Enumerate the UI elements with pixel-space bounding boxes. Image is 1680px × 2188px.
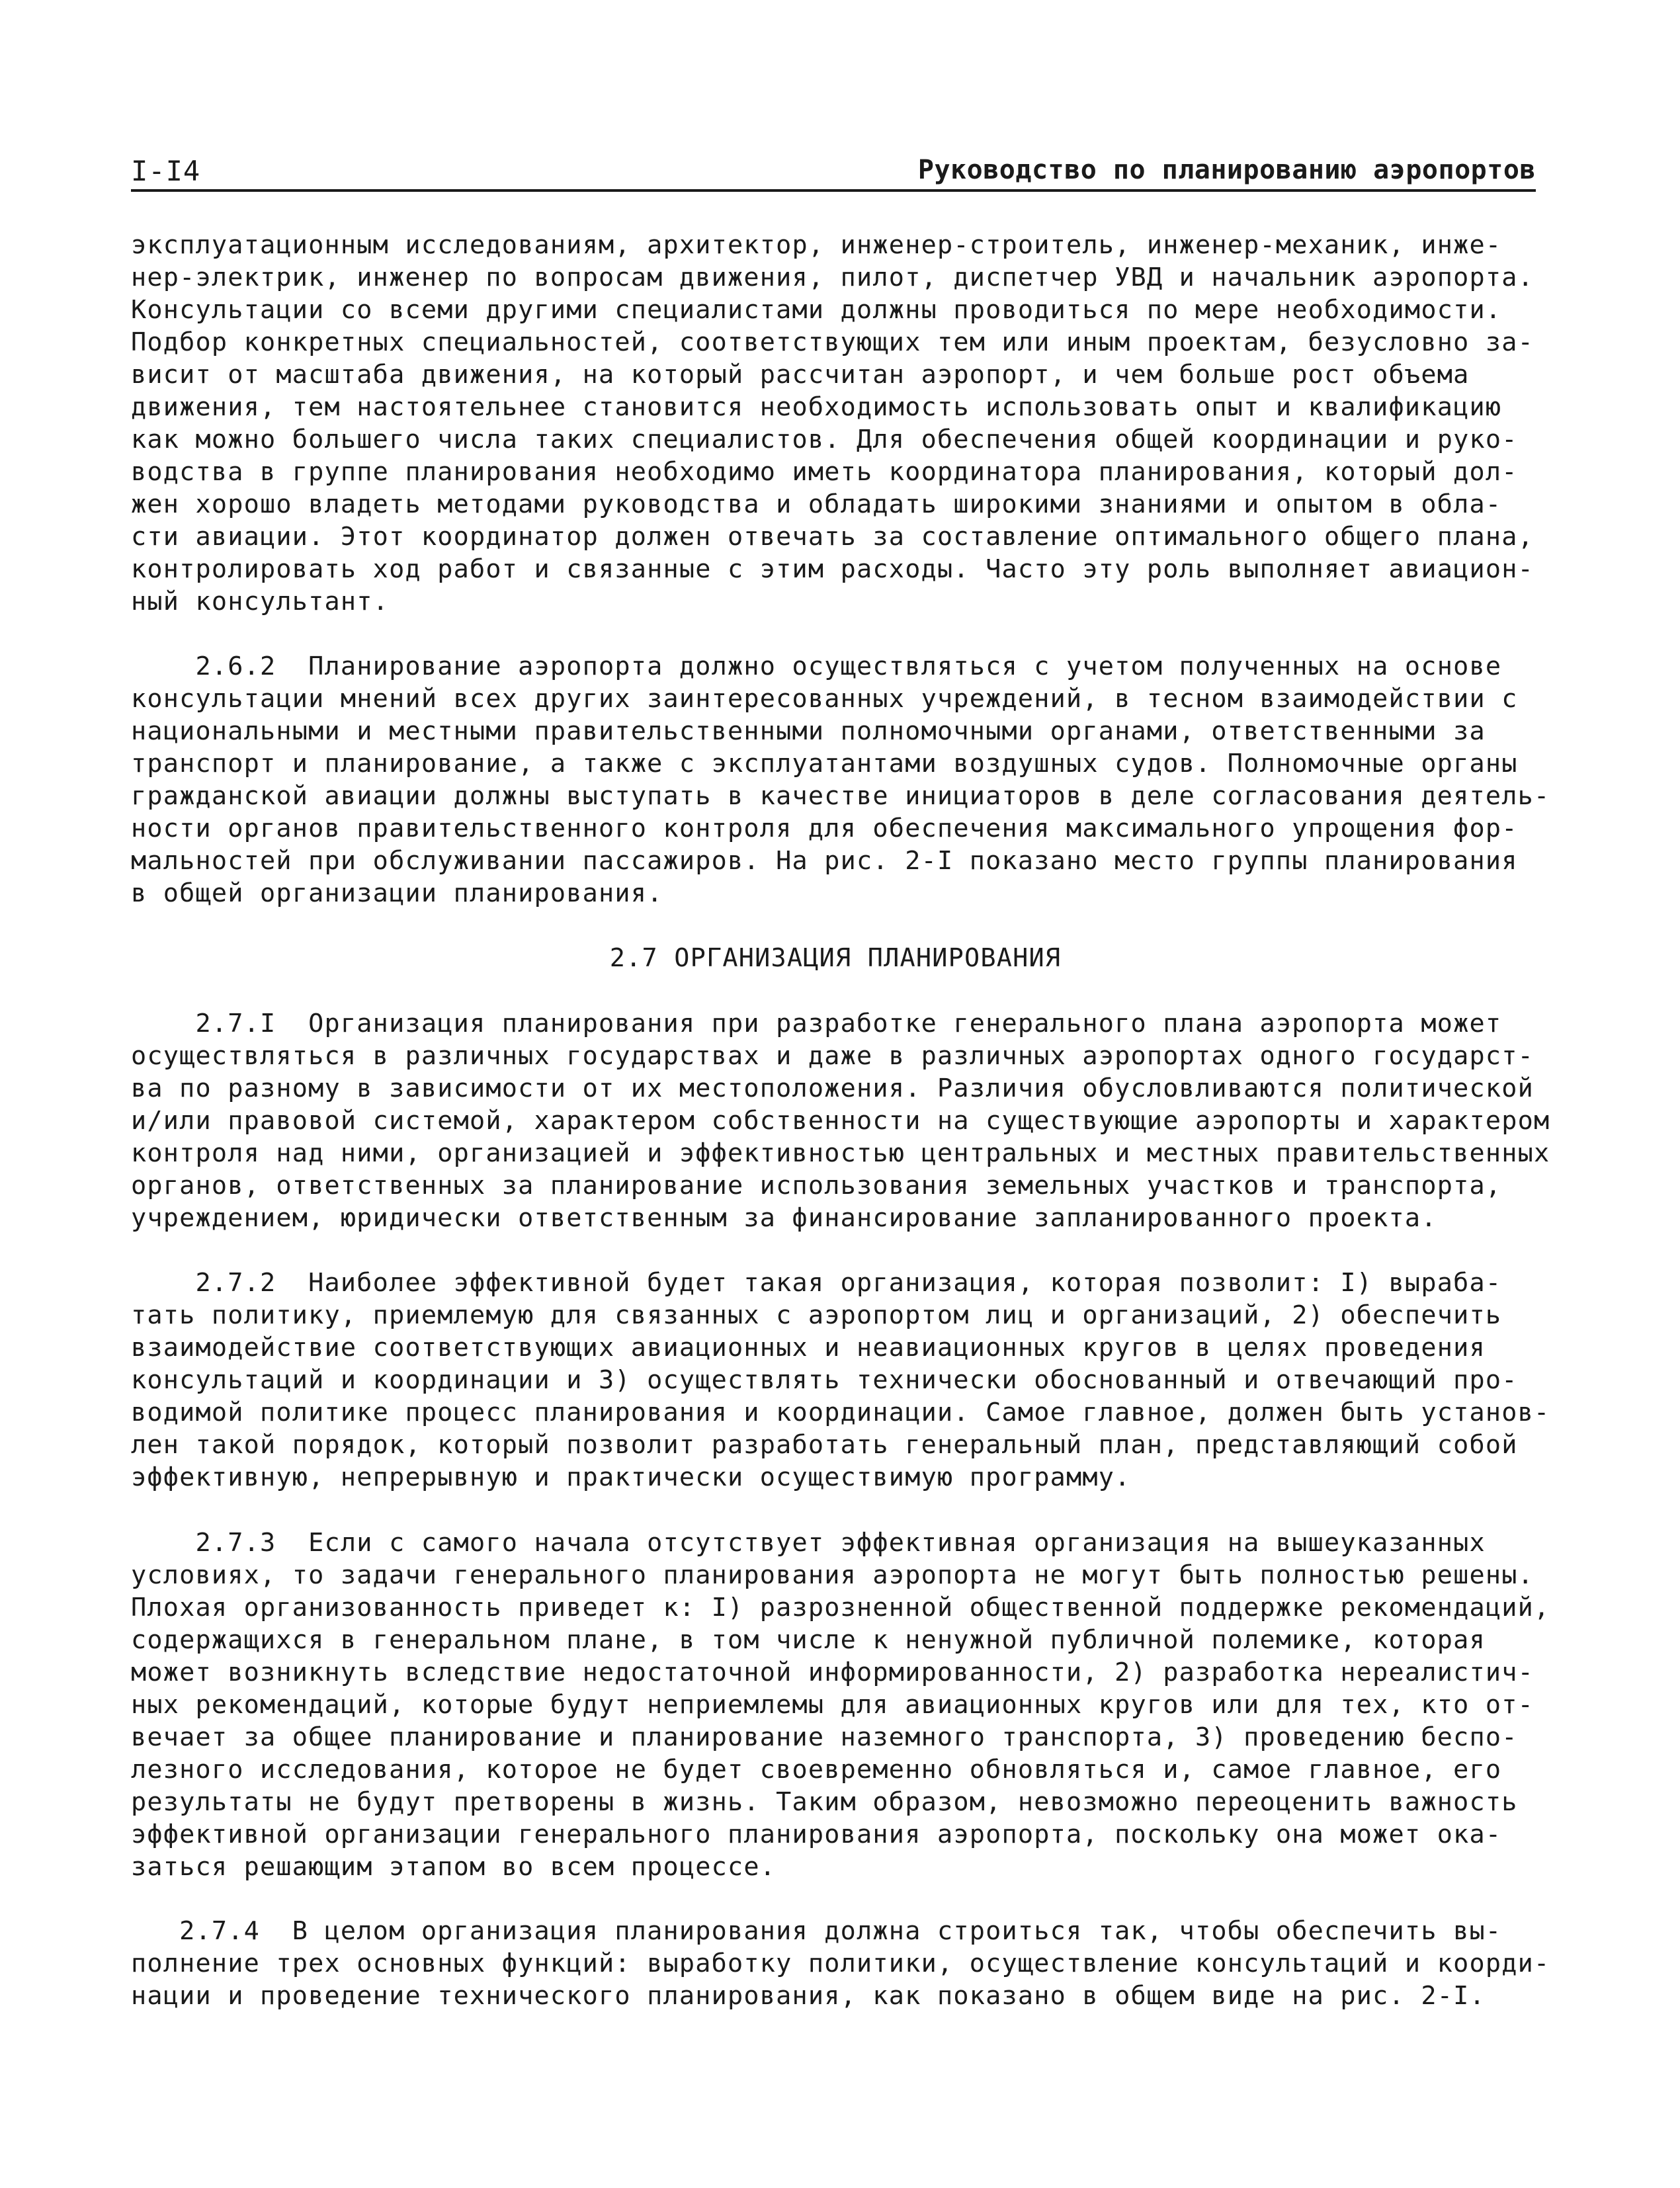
page-number: I-I4 [131,155,201,187]
paragraph-intro: эксплуатационным исследованиям, архитектор, инженер-строитель, инженер-механик, инже- нер-электрик, инженер по вопросам движения, пилот, диспетчер УВД и начальник аэропорта. Консультации со всеми другими специалистами должны проводиться по мере необходимости. Подбор конкретных специальностей, соответствующих тем или иным проектам, безусловно за- висит от масштаба движения, на который рассчитан аэропорт, и чем больше рост объема движения, тем настоятельнее становится необходимость использовать опыт и квалификацию как можно большего числа таких специалистов. Для обеспечения общей координации и руко- водства в группе планирования необходимо иметь координатора планирования, который дол- жен хорошо владеть методами руководства и обладать широкими знаниями и опытом в обла- сти авиации. Этот координатор должен отвечать за составление оптимального общего плана, контролировать ход работ и связанные с этим расходы. Часто эту роль выполняет авиацион- ный консультант. [131,230,1534,616]
paragraph-2-6-2: 2.6.2 Планирование аэропорта должно осуществляться с учетом полученных на основе консультации мнений всех других заинтересованных учреждений, в тесном взаимодействии с национальными и местными правительственными полномочными органами, ответственными за транспорт и планирование, а также с эксплуатантами воздушных судов. Полномочные органы гражданской авиации должны выступать в качестве инициаторов в деле согласования деятель- ности органов правительственного контроля для обеспечения максимального упрощения фор- мальностей при обслуживании пассажиров. На рис. 2-I показано место группы планирования в общей организации планирования. [131,652,1550,908]
paragraph-2-7-1: 2.7.I Организация планирования при разработке генерального плана аэропорта может осуществляться в различных государствах и даже в различных аэропортах одного государст- ва по разному в зависимости от их местоположения. Различия обусловливаются политической и/или правовой системой, характером собственности на существующие аэропорты и характером контроля над ними, организацией и эффективностью центральных и местных правительственных органов, ответственных за планирование использования земельных участков и транспорта, учреждением, юридически ответственным за финансирование запланированного проекта. [131,1009,1550,1233]
paragraph-2-7-3: 2.7.3 Если с самого начала отсутствует эффективная организация на вышеуказанных условиях, то задачи генерального планирования аэропорта не могут быть полностью решены. Плохая организованность приведет к: I) разрозненной общественной поддержке рекомендаций, содержащихся в генеральном плане, в том числе к ненужной публичной полемике, которая может возникнуть вследствие недостаточной информированности, 2) разработка нереалистич- ных рекомендаций, которые будут неприемлемы для авиационных кругов или для тех, кто от- вечает за общее планирование и планирование наземного транспорта, 3) проведению беспо- лезного исследования, которое не будет своевременно обновляться и, самое главное, его результаты не будут претворены в жизнь. Таким образом, невозможно переоценить важность эффективной организации генерального планирования аэропорта, поскольку она может ока- заться решающим этапом во всем процессе. [131,1528,1550,1882]
paragraph-2-7-2: 2.7.2 Наиболее эффективной будет такая организация, которая позволит: I) выраба- тать политику, приемлемую для связанных с аэропортом лиц и организаций, 2) обеспечить взаимодействие соответствующих авиационных и неавиационных кругов в целях проведения консультаций и координации и 3) осуществлять технически обоснованный и отвечающий про- водимой политике процесс планирования и координации. Самое главное, должен быть установ- лен такой порядок, который позволит разработать генеральный план, представляющий собой эффективную, непрерывную и практически осуществимую программу. [131,1268,1550,1492]
section-heading-2-7: 2.7 ОРГАНИЗАЦИЯ ПЛАНИРОВАНИЯ [609,943,1062,973]
page-header [131,151,1536,192]
running-title: Руководство по планированию аэропортов [917,155,1536,185]
paragraph-2-7-4: 2.7.4 В целом организация планирования должна строиться так, чтобы обеспечить вы- полнение трех основных функций: выработку политики, осуществление консультаций и коорди- нации и проведение технического планирования, как показано в общем виде на рис. 2-I. [131,1916,1550,2011]
